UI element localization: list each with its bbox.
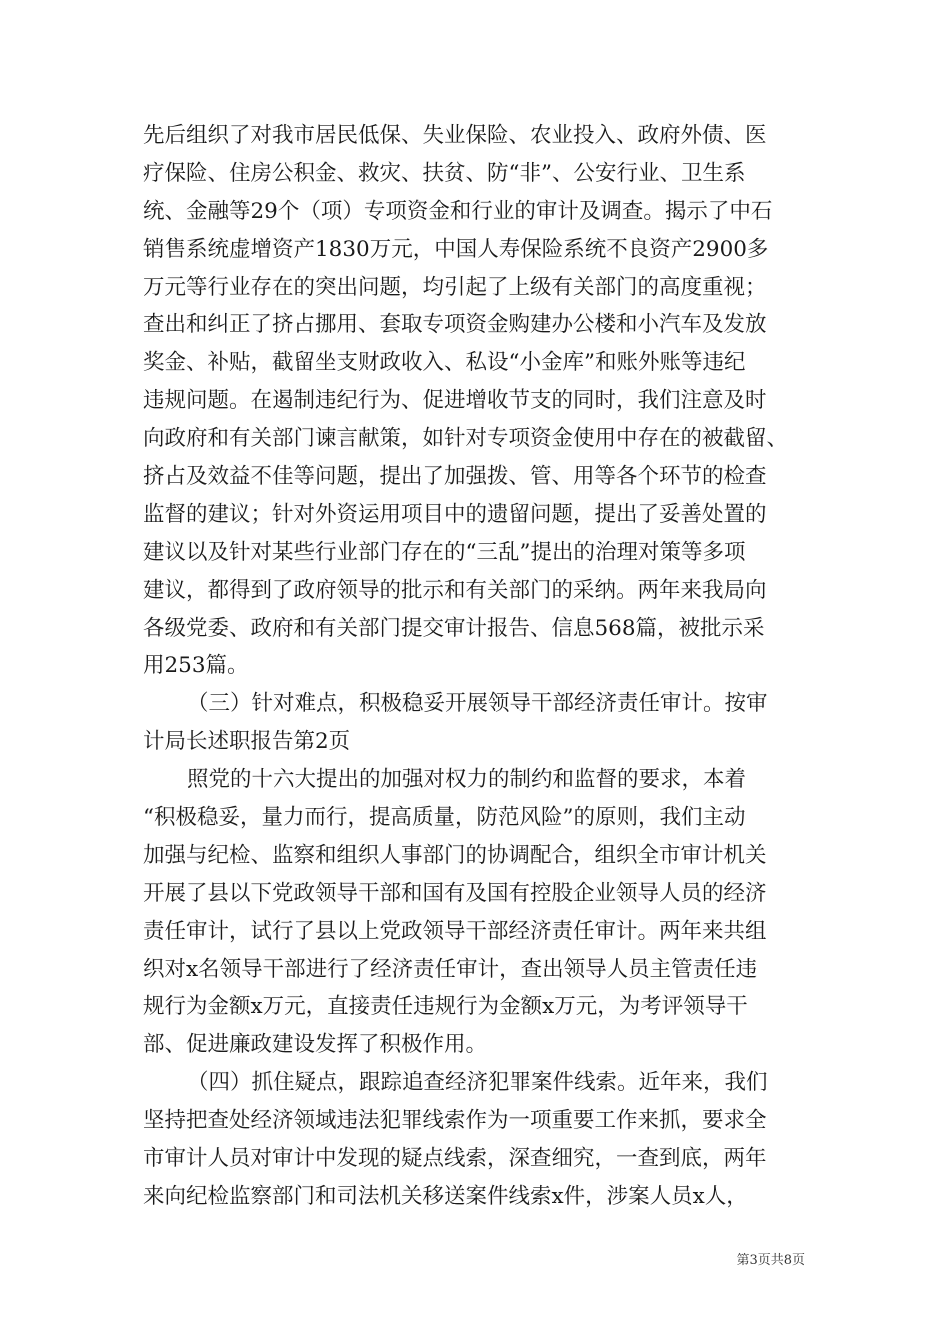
page-number-footer: 第3页共8页 bbox=[736, 1253, 805, 1268]
section-heading-line: （三）针对难点，积极稳妥开展领导干部经济责任审计。按审 bbox=[187, 691, 768, 717]
text-line: 计局长述职报告第2页 bbox=[143, 729, 351, 755]
text-line: 坚持把查处经济领域违法犯罪线索作为一项重要工作来抓，要求全 bbox=[143, 1108, 767, 1134]
text-line: 加强与纪检、监察和组织人事部门的协调配合，组织全市审计机关 bbox=[143, 842, 767, 868]
text-line: 织对x名领导干部进行了经济责任审计，查出领导人员主管责任违 bbox=[143, 956, 758, 982]
text-line: 各级党委、政府和有关部门提交审计报告、信息568篇，被批示采 bbox=[143, 615, 765, 641]
section-heading-line: （四）抓住疑点，跟踪追查经济犯罪案件线索。近年来，我们 bbox=[187, 1070, 768, 1096]
text-line: 开展了县以下党政领导干部和国有及国有控股企业领导人员的经济 bbox=[143, 880, 767, 906]
text-line: 部、促进廉政建设发挥了积极作用。 bbox=[143, 1032, 488, 1058]
text-line: “积极稳妥，量力而行，提高质量，防范风险”的原则，我们主动 bbox=[143, 805, 746, 831]
text-line: 来向纪检监察部门和司法机关移送案件线索x件，涉案人员x人， bbox=[143, 1183, 748, 1209]
text-line: 销售系统虚增资产1830万元，中国人寿保险系统不良资产2900多 bbox=[143, 236, 769, 262]
text-line: 用253篇。 bbox=[143, 653, 249, 679]
text-line: 挤占及效益不佳等问题，提出了加强拨、管、用等各个环节的检查 bbox=[143, 464, 767, 490]
text-line: 奖金、补贴，截留坐支财政收入、私设“小金库”和账外账等违纪 bbox=[143, 350, 746, 376]
text-line: 查出和纠正了挤占挪用、套取专项资金购建办公楼和小汽车及发放 bbox=[143, 312, 767, 338]
paragraph-start-line: 照党的十六大提出的加强对权力的制约和监督的要求，本着 bbox=[187, 767, 747, 793]
text-line: 责任审计，试行了县以上党政领导干部经济责任审计。两年来共组 bbox=[143, 918, 767, 944]
text-line: 监督的建议；针对外资运用项目中的遗留问题，提出了妥善处置的 bbox=[143, 501, 767, 527]
text-line: 市审计人员对审计中发现的疑点线索，深查细究，一查到底，两年 bbox=[143, 1146, 767, 1172]
text-line: 违规问题。在遏制违纪行为、促进增收节支的同时，我们注意及时 bbox=[143, 388, 767, 414]
body-text bbox=[143, 117, 807, 1216]
text-line: 规行为金额x万元，直接责任违规行为金额x万元，为考评领导干 bbox=[143, 994, 748, 1020]
text-line: 疗保险、住房公积金、救灾、扶贫、防“非”、公安行业、卫生系 bbox=[143, 160, 746, 186]
text-line: 先后组织了对我市居民低保、失业保险、农业投入、政府外债、医 bbox=[143, 123, 767, 148]
text-line: 万元等行业存在的突出问题，均引起了上级有关部门的高度重视； bbox=[143, 274, 767, 300]
text-line: 建议以及针对某些行业部门存在的“三乱”提出的治理对策等多项 bbox=[143, 539, 746, 565]
text-line: 统、金融等29个（项）专项资金和行业的审计及调查。揭示了中石 bbox=[143, 198, 773, 224]
text-line: 向政府和有关部门谏言献策，如针对专项资金使用中存在的被截留、 bbox=[143, 426, 789, 452]
text-line: 建议，都得到了政府领导的批示和有关部门的采纳。两年来我局向 bbox=[143, 577, 767, 603]
